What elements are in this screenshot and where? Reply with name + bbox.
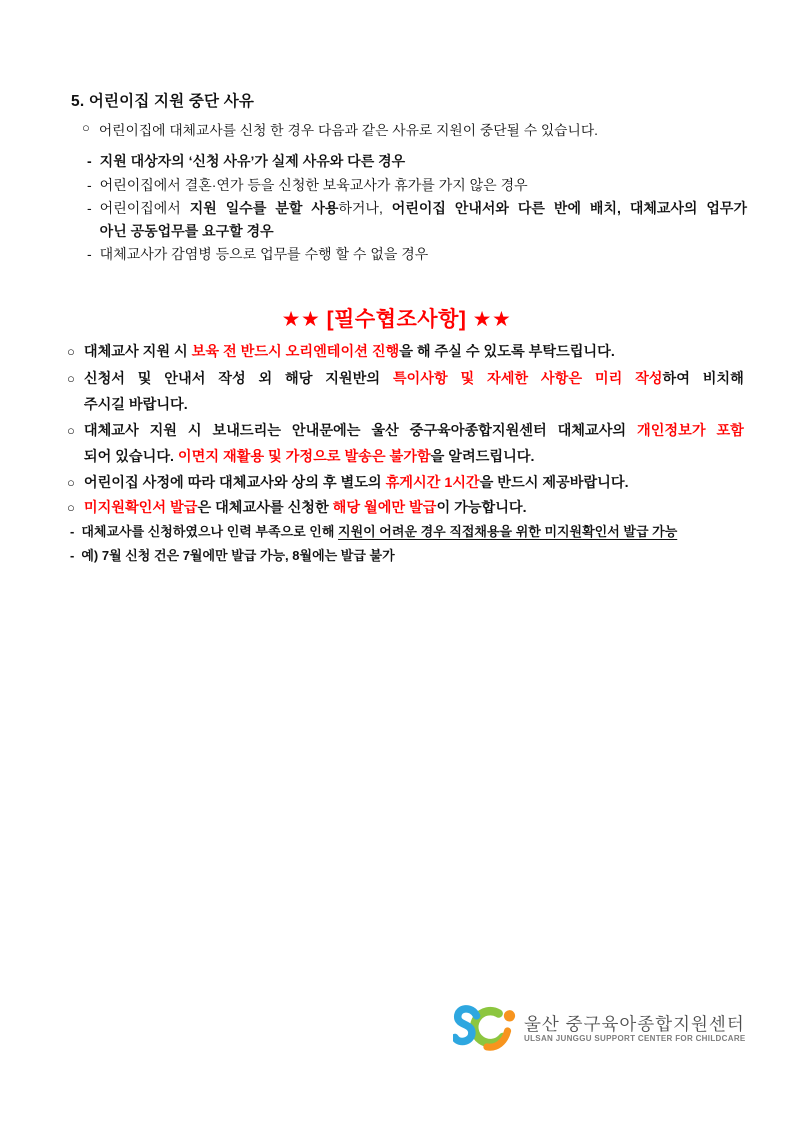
circle-bullet-icon: ○ [67, 344, 75, 359]
dash-bullet-icon: - [70, 524, 75, 539]
notice-text-red: 개인정보가 포함 [637, 423, 744, 439]
circle-bullet-icon: ○ [67, 500, 75, 515]
notice-text: 되어 있습니다. [83, 449, 178, 465]
notice-text: 을 해 주실 수 있도록 부탁드립니다. [399, 344, 615, 360]
notice-text-line [84, 444, 744, 470]
footer-logo [453, 1000, 746, 1058]
circle-bullet-icon: ○ [67, 423, 75, 438]
reason-item [87, 150, 747, 173]
notice-text-red: 특이사항 및 자세한 사항은 미리 작성 [392, 371, 663, 387]
notice-text: 대체교사 지원 시 보내드리는 안내문에는 울산 중구육아종합지원센터 대체교사의 [83, 423, 638, 439]
circle-bullet-icon: ○ [67, 371, 75, 386]
section5-intro [82, 119, 742, 139]
note-item [70, 545, 742, 567]
reason-text-line [100, 197, 747, 220]
notice-text-line [84, 392, 744, 418]
notice-text: 대체교사 지원 시 [83, 344, 192, 360]
notice-item [67, 366, 747, 418]
notice-text: 하여 비치해 [662, 371, 744, 387]
notice-text-red: 이면지 재활용 및 가정으로 발송은 불가함 [177, 449, 431, 465]
notice-item [67, 470, 747, 496]
reason-text: 하거나, [338, 200, 392, 216]
reason-text-bold: 어린이집 안내서와 다른 반에 배치, 대체교사의 업무가 [391, 200, 747, 216]
notice-text-red: 휴게시간 1시간 [385, 475, 480, 491]
notice-text-red: 해당 월에만 발급 [332, 500, 437, 516]
reason-text: 어린이집에서 [99, 200, 190, 216]
dash-bullet-icon: - [87, 153, 92, 169]
dash-bullet-icon: - [87, 200, 92, 216]
note-text: 예) 7월 신청 건은 7월에만 발급 가능, 8월에는 발급 불가 [81, 548, 395, 563]
section5-intro-text: 어린이집에 대체교사를 신청 한 경우 다음과 같은 사유로 지원이 중단될 수 있습니다. [98, 123, 599, 138]
reason-item [87, 197, 747, 243]
reason-item [87, 243, 747, 266]
dash-bullet-icon: - [87, 246, 92, 262]
notice-item [67, 495, 747, 521]
reason-text-bold: 아닌 공동업무를 요구할 경우 [99, 223, 274, 239]
reason-text: 어린이집에서 결혼·연가 등을 신청한 보육교사가 휴가를 가지 않은 경우 [99, 177, 528, 193]
reason-text-bold: 지원 일수를 분할 사용 [189, 200, 339, 216]
notice-text-red: 미지원확인서 발급 [83, 500, 198, 516]
notice-text: 이 가능합니다. [436, 500, 527, 516]
dash-bullet-icon: - [87, 177, 92, 193]
logo-orange-head-dot [504, 1010, 515, 1021]
notice-title: ★★ [필수협조사항] ★★ [281, 308, 512, 331]
notice-text-line [84, 366, 744, 392]
notice-text: 을 알려드립니다. [430, 449, 535, 465]
notice-text: 신청서 및 안내서 작성 외 해당 지원반의 [83, 371, 393, 387]
notice-text-line [84, 418, 744, 444]
reason-item [87, 174, 747, 197]
center-logo-mark [453, 1000, 517, 1058]
reason-text: 대체교사가 감염병 등으로 업무를 수행 할 수 없을 경우 [99, 246, 429, 262]
dash-bullet-icon: - [70, 548, 75, 563]
section5-heading: 5. 어린이집 지원 중단 사유 [71, 93, 255, 110]
reason-text: 지원 대상자의 ‘신청 사유’가 실제 사유와 다른 경우 [99, 153, 406, 169]
notice-text: 어린이집 사정에 따라 대체교사와 상의 후 별도의 [83, 475, 386, 491]
note-text: 대체교사를 신청하였으나 인력 부족으로 인해 [81, 524, 339, 539]
notice-text: 주시길 바랍니다. [83, 397, 188, 413]
reason-text-line [100, 220, 747, 243]
notice-item [67, 418, 747, 470]
logo-english-name: ULSAN JUNGGU SUPPORT CENTER FOR CHILDCARE [524, 1034, 746, 1043]
notice-item [67, 339, 747, 365]
note-item [70, 521, 742, 543]
notice-text-red: 보육 전 반드시 오리엔테이션 진행 [191, 344, 400, 360]
notice-text: 은 대체교사를 신청한 [197, 500, 333, 516]
logo-korean-name: 울산 중구육아종합지원센터 [524, 1014, 745, 1034]
circle-bullet-icon: ○ [67, 475, 75, 490]
notice-text: 을 반드시 제공바랍니다. [479, 475, 629, 491]
note-text-underline: 지원이 어려운 경우 직접채용을 위한 미지원확인서 발급 가능 [338, 524, 678, 539]
footer-logo-text [524, 1014, 746, 1044]
circle-bullet-icon: ○ [82, 120, 90, 135]
